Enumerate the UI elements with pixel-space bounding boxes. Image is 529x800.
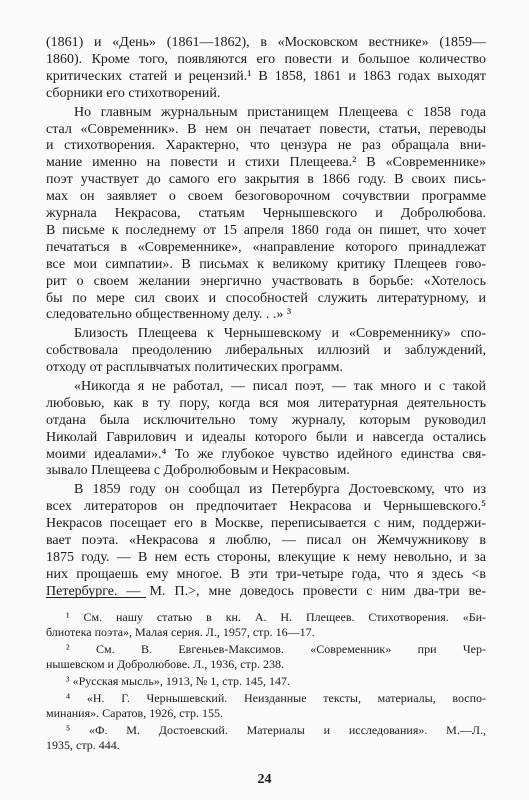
body-line: вает поэта. «Некрасова я люблю, — писал он Жемчужникову в: [46, 533, 486, 548]
body-line: любовью, как в ту пору, когда вся моя литературная деятельность: [46, 396, 486, 411]
body-line: критических статей и рецензий.¹ В 1858, 1861 и 1863 годах выходят: [46, 69, 486, 84]
footnote-line: блиотека поэта», Малая серия. Л., 1957, стр. 16—17.: [46, 625, 315, 639]
body-line: собствовала преодолению либеральных иллюзий и заблуждений,: [46, 343, 486, 358]
body-line: моими идеалами».⁴ То же глубокое чувство идейного единства свя-: [46, 447, 486, 462]
footnote-line: ² См. В. Евгеньев-Максимов. «Современник» при Чер-: [66, 642, 486, 656]
footnote-line: ³ «Русская мысль», 1913, № 1, стр. 145, 147.: [66, 674, 291, 688]
body-line: них прощаешь ему многое. В эти три-четыре года, что я здесь <в: [46, 567, 486, 582]
footnote-line: ⁵ «Ф. М. Достоевский. Материалы и исследования». М.—Л.,: [66, 723, 486, 737]
body-line: отходу от расплывчатых политических программ.: [46, 360, 344, 375]
footnote-line: 1935, стр. 444.: [46, 738, 120, 752]
body-line: бы по мере сил своих и способностей служить литературному, и: [46, 291, 486, 306]
body-line: все мои симпатии». В письмах к великому критику Плещеев гово-: [46, 257, 486, 272]
footnote-line: ¹ См. нашу статью в кн. А. Н. Плещеев. Стихотворения. «Би-: [66, 610, 486, 624]
body-line: всех литераторов он предпочитает Некрасова и Чернышевского.⁵: [46, 499, 486, 514]
body-line: «Никогда я не работал, — писал поэт, — так много и с такой: [74, 379, 486, 394]
body-line: Близость Плещеева к Чернышевскому и «Современнику» спо-: [74, 326, 486, 341]
body-line: стал «Современник». В нем он печатает повести, статьи, переводы: [46, 122, 486, 137]
body-line: Некрасов посещает его в Москве, переписывается с ним, поддержи-: [46, 516, 486, 531]
body-line: мах он заявляет о своем безоговорочном сочувствии программе: [46, 189, 486, 204]
body-line: зывало Плещеева с Добролюбовым и Некрасовым.: [46, 463, 350, 478]
body-line: Николай Гаврилович и идеалы которого были и навсегда остались: [46, 430, 486, 445]
body-line: и стихотворения. Характерно, что цензура не раз обращала вни-: [46, 138, 486, 153]
body-line: поэт участвует до самого его закрытия в 1866 году. В своих пись-: [46, 172, 486, 187]
body-line: (1861) и «День» (1861—1862), в «Московском вестнике» (1859—: [46, 35, 486, 50]
page-number: 24: [257, 772, 272, 787]
body-line: мание именно на повести и стихи Плещеева.² В «Современнике»: [46, 155, 486, 170]
footnote-line: минания». Саратов, 1926, стр. 155.: [46, 706, 223, 720]
body-line: Но главным журнальным пристанищем Плещеева с 1858 года: [74, 105, 486, 120]
body-line: В 1859 году он сообщал из Петербурга Достоевскому, что из: [74, 482, 486, 497]
body-line: 1860). Кроме того, появляются его повести и большое количество: [46, 52, 486, 67]
footnote-line: нышевском и Добролюбове. Л., 1936, стр. 238.: [46, 657, 284, 671]
body-line: Петербурге. — М. П.>, мне доведось провести с ним два-три ве-: [46, 584, 486, 599]
body-line: отдана была исключительно тому журналу, которым руководил: [46, 413, 486, 428]
body-line: рит о своем желании энергично участвовать в борьбе: «Хотелось: [46, 274, 486, 289]
body-line: печататься в «Современнике», «направление которого принадлежат: [46, 240, 486, 255]
body-line: следовательно общественному делу. . .» ³: [46, 307, 292, 322]
body-line: В письме к последнему от 15 апреля 1860 года он пишет, что хочет: [46, 223, 486, 238]
body-line: журнала Некрасова, статьям Чернышевского и Добролюбова.: [46, 206, 486, 221]
footnote-line: ⁴ «Н. Г. Чернышевский. Неизданные тексты, материалы, воспо-: [66, 691, 486, 705]
body-line: сборники его стихотворений.: [46, 86, 221, 101]
body-line: 1875 году. — В нем есть стороны, влекущие к нему невольно, и за: [46, 550, 486, 565]
